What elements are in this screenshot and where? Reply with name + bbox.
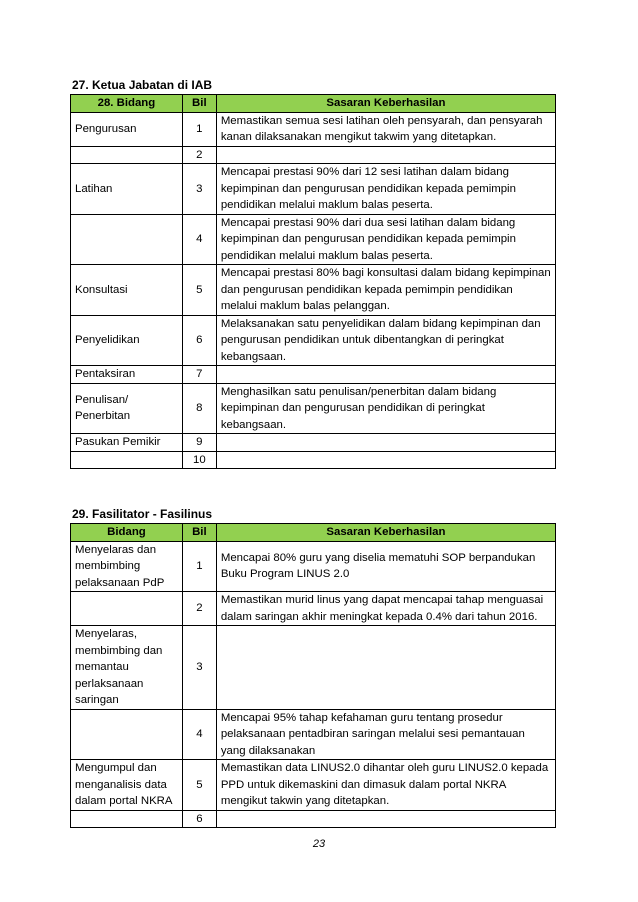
table-header-row — [71, 95, 556, 113]
sasaran-cell: Melaksanakan satu penyelidikan dalam bidang kepimpinan dan pengurusan pendidikan untuk dibentangkan di peringkat kebangsaan. — [216, 315, 555, 366]
bidang-cell: Menyelaras dan membimbing pelaksanaan PdP — [71, 541, 183, 592]
sasaran-cell: Mencapai 80% guru yang diselia mematuhi SOP berpandukan Buku Program LINUS 2.0 — [216, 541, 555, 592]
header-sasaran: Sasaran Keberhasilan — [216, 95, 555, 113]
bil-cell: 10 — [182, 451, 216, 469]
bil-cell: 6 — [182, 810, 216, 828]
table-row — [71, 434, 556, 452]
header-sasaran: Sasaran Keberhasilan — [216, 524, 555, 542]
table-row — [71, 541, 556, 592]
table-row — [71, 592, 556, 626]
bidang-cell — [71, 451, 183, 469]
sasaran-cell: Mencapai 95% tahap kefahaman guru tentang prosedur pelaksanaan pentadbiran saringan melalui sesi pemantauan yang dilaksanakan — [216, 709, 555, 760]
section-29-title: 29. Fasilitator - Fasilinus — [72, 507, 213, 521]
bidang-cell: Pentaksiran — [71, 366, 183, 384]
bidang-cell: Penulisan/ Penerbitan — [71, 383, 183, 434]
sasaran-cell — [216, 810, 555, 828]
bil-cell: 9 — [182, 434, 216, 452]
table-row — [71, 164, 556, 215]
sasaran-cell: Mencapai prestasi 90% dari dua sesi latihan dalam bidang kepimpinan dan pengurusan pendidikan kepada pemimpin pendidikan melalui maklum balas peserta. — [216, 214, 555, 265]
header-bidang: Bidang — [71, 524, 183, 542]
bil-cell: 7 — [182, 366, 216, 384]
sasaran-cell — [216, 451, 555, 469]
bidang-cell: Mengumpul dan menganalisis data dalam portal NKRA — [71, 760, 183, 811]
section-29-table — [70, 523, 556, 828]
table-row — [71, 810, 556, 828]
bidang-cell — [71, 146, 183, 164]
bidang-cell — [71, 810, 183, 828]
bil-cell: 8 — [182, 383, 216, 434]
bil-cell: 2 — [182, 592, 216, 626]
bidang-cell — [71, 709, 183, 760]
table-row — [71, 366, 556, 384]
sasaran-cell — [216, 626, 555, 710]
bidang-cell: Pasukan Pemikir — [71, 434, 183, 452]
header-bidang: 28. Bidang — [71, 95, 183, 113]
bidang-cell — [71, 214, 183, 265]
header-bil: Bil — [182, 524, 216, 542]
sasaran-cell: Menghasilkan satu penulisan/penerbitan dalam bidang kepimpinan dan pengurusan pendidikan di peringkat kebangsaan. — [216, 383, 555, 434]
table-row — [71, 760, 556, 811]
table-row — [71, 315, 556, 366]
section-27-title: 27. Ketua Jabatan di IAB — [72, 78, 213, 92]
table-row — [71, 265, 556, 316]
sasaran-cell — [216, 366, 555, 384]
table-row — [71, 709, 556, 760]
bidang-cell: Menyelaras, membimbing dan memantau perlaksanaan saringan — [71, 626, 183, 710]
sasaran-cell: Mencapai prestasi 90% dari 12 sesi latihan dalam bidang kepimpinan dan pengurusan pendidikan kepada pemimpin pendidikan melalui maklum balas peserta. — [216, 164, 555, 215]
bil-cell: 5 — [182, 265, 216, 316]
section-27-table — [70, 94, 556, 469]
bil-cell: 5 — [182, 760, 216, 811]
bil-cell: 3 — [182, 164, 216, 215]
table-row — [71, 383, 556, 434]
table-row — [71, 451, 556, 469]
bil-cell: 2 — [182, 146, 216, 164]
bidang-cell: Konsultasi — [71, 265, 183, 316]
bil-cell: 3 — [182, 626, 216, 710]
bil-cell: 1 — [182, 541, 216, 592]
table-row — [71, 214, 556, 265]
bil-cell: 4 — [182, 709, 216, 760]
bidang-cell: Latihan — [71, 164, 183, 215]
table-row — [71, 112, 556, 146]
table-row — [71, 626, 556, 710]
sasaran-cell — [216, 434, 555, 452]
sasaran-cell: Memastikan murid linus yang dapat mencapai tahap menguasai dalam saringan akhir meningkat kepada 0.4% dari tahun 2016. — [216, 592, 555, 626]
sasaran-cell: Mencapai prestasi 80% bagi konsultasi dalam bidang kepimpinan dan pengurusan pendidikan kepada pemimpin pendidikan melalui maklum balas pelanggan. — [216, 265, 555, 316]
bidang-cell — [71, 592, 183, 626]
table-header-row — [71, 524, 556, 542]
bil-cell: 4 — [182, 214, 216, 265]
bidang-cell: Pengurusan — [71, 112, 183, 146]
bil-cell: 1 — [182, 112, 216, 146]
sasaran-cell — [216, 146, 555, 164]
sasaran-cell: Memastikan data LINUS2.0 dihantar oleh guru LINUS2.0 kepada PPD untuk dikemaskini dan dimasuk dalam portal NKRA mengikut takwin yang ditetapkan. — [216, 760, 555, 811]
page-number: 23 — [312, 838, 326, 850]
bil-cell: 6 — [182, 315, 216, 366]
bidang-cell: Penyelidikan — [71, 315, 183, 366]
table-row — [71, 146, 556, 164]
sasaran-cell: Memastikan semua sesi latihan oleh pensyarah, dan pensyarah kanan dilaksanakan mengikut takwim yang ditetapkan. — [216, 112, 555, 146]
header-bil: Bil — [182, 95, 216, 113]
